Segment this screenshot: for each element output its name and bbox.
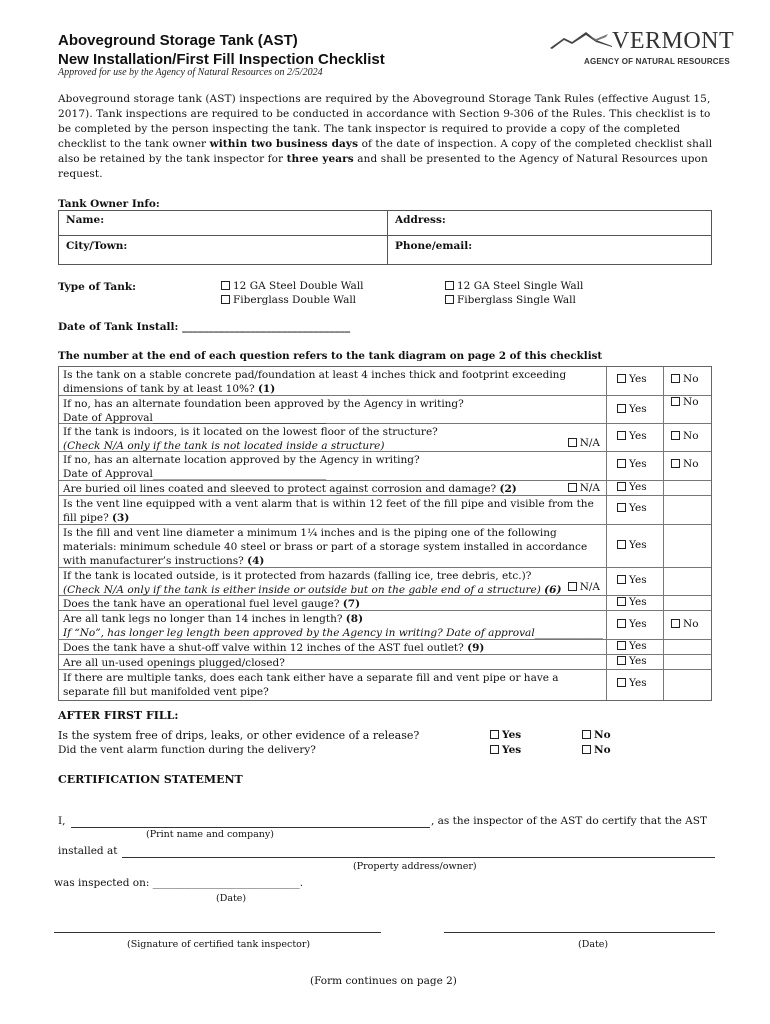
tank-option-steel-single[interactable] [445, 280, 583, 292]
installed-at-label: installed at [58, 845, 118, 857]
question-text: Does the tank have an operational fuel level gauge? [63, 598, 343, 610]
checkbox-icon[interactable] [617, 482, 626, 491]
checkbox-icon[interactable] [671, 397, 680, 406]
inspector-name-field[interactable] [71, 827, 430, 828]
checkbox-icon[interactable] [617, 503, 626, 512]
yes-option[interactable] [617, 655, 647, 667]
title-line-2: New Installation/First Fill Inspection Checklist [58, 51, 385, 68]
cert-line-suffix: , as the inspector of the AST do certify that the AST [431, 815, 707, 827]
checkbox-icon[interactable] [671, 459, 680, 468]
question-row [59, 568, 711, 596]
question-text: Does the tank have a shut-off valve within 12 inches of the AST fuel outlet? [63, 642, 468, 654]
tank-option-label: Fiberglass Double Wall [233, 294, 357, 306]
no-option[interactable] [671, 458, 699, 470]
question-text: If there are multiple tanks, does each tank either have a separate fill and vent pipe or have a separate fill but manifolded vent pipe? [63, 672, 559, 698]
caption-date: (Date) [216, 893, 247, 904]
question-text: If the tank is indoors, is it located on the lowest floor of the structure? [63, 426, 438, 438]
tank-option-steel-double[interactable] [221, 280, 364, 292]
yes-label: Yes [629, 640, 647, 652]
yes-option[interactable] [617, 481, 647, 493]
question-text: Are buried oil lines coated and sleeved to protect against corrosion and damage? [63, 483, 500, 495]
checklist-heading: The number at the end of each question refers to the tank diagram on page 2 of this checklist [58, 350, 603, 362]
tank-option-label: 12 GA Steel Double Wall [233, 280, 364, 292]
no-option[interactable] [671, 373, 699, 385]
checkbox-icon[interactable] [617, 459, 626, 468]
checkbox-icon[interactable] [490, 745, 499, 754]
checkbox-icon[interactable] [445, 295, 454, 304]
na-option[interactable] [568, 580, 600, 594]
checkbox-icon[interactable] [617, 404, 626, 413]
question-note[interactable]: If “No”, has longer leg length been approved by the Agency in writing? Date of approval_____________ [63, 627, 603, 639]
yes-label: Yes [629, 539, 647, 551]
after-fill-yes-1[interactable] [490, 729, 521, 741]
vermont-anr-logo [550, 28, 735, 70]
na-option[interactable] [568, 481, 600, 495]
question-text: Is the tank on a stable concrete pad/foundation at least 4 inches thick and footprint exceeding dimensions of tank by at least 10%? [63, 369, 567, 395]
diagram-ref: (4) [247, 555, 265, 567]
question-text: Is the fill and vent line diameter a minimum 1¼ inches and is the piping one of the following materials: minimum schedule 40 steel or brass or part of a storage system installed in accordance with manufacturer’s instructions? [63, 527, 588, 567]
install-date-label: Date of Tank Install: ________________________________ [58, 321, 351, 333]
cert-line-prefix: I, [58, 815, 66, 827]
question-text: Is the vent line equipped with a vent alarm that is within 12 feet of the fill pipe and visible from the fill pipe? [63, 498, 594, 524]
yes-option[interactable] [617, 596, 647, 608]
tank-option-label: Fiberglass Single Wall [457, 294, 576, 306]
yes-label: Yes [502, 744, 522, 756]
yes-label: Yes [629, 596, 647, 608]
diagram-ref: (6) [544, 584, 562, 596]
no-label: No [594, 729, 611, 741]
question-row [59, 481, 711, 496]
diagram-ref: (1) [257, 383, 276, 395]
question-note: (Check N/A only if the tank is either inside or outside but on the gable end of a structure) [63, 584, 545, 596]
question-text: If the tank is located outside, is it protected from hazards (falling ice, tree debris, etc.)? [63, 570, 532, 582]
certification-heading: CERTIFICATION STATEMENT [58, 773, 243, 786]
question-row [59, 611, 711, 640]
question-text: If no, has an alternate location approved by the Agency in writing? [63, 454, 420, 466]
checkbox-icon[interactable] [671, 619, 680, 628]
name-field[interactable]: Name: [66, 214, 105, 226]
yes-label: Yes [629, 502, 647, 514]
checkbox-icon[interactable] [445, 281, 454, 290]
no-option[interactable] [671, 430, 699, 442]
inspected-on-field[interactable]: was inspected on: ____________________________. [54, 877, 304, 889]
intro-text-3: and shall be presented to the Agency of Natural Resources upon request. [58, 153, 708, 180]
city-field[interactable]: City/Town: [66, 240, 128, 252]
intro-bold-2: three years [286, 153, 354, 165]
yes-option[interactable] [617, 677, 647, 689]
diagram-ref: (7) [342, 598, 361, 610]
install-date-field[interactable] [58, 321, 350, 333]
address-field[interactable]: Address: [395, 214, 446, 226]
caption-signature: (Signature of certified tank inspector) [127, 939, 311, 950]
form-continues-note: (Form continues on page 2) [310, 975, 457, 987]
yes-label: Yes [629, 430, 647, 442]
no-label: No [594, 744, 611, 756]
after-fill-heading: AFTER FIRST FILL: [58, 709, 179, 722]
yes-option[interactable] [617, 539, 647, 551]
yes-label: Yes [629, 373, 647, 385]
caption-property: (Property address/owner) [353, 861, 477, 872]
na-label: N/A [579, 482, 600, 494]
form-title [58, 31, 385, 69]
question-row [59, 655, 711, 670]
yes-option[interactable] [617, 403, 647, 415]
checkbox-icon[interactable] [568, 438, 577, 447]
checkbox-icon[interactable] [617, 619, 626, 628]
na-label: N/A [579, 437, 600, 449]
question-row [59, 640, 711, 655]
no-option[interactable] [671, 396, 699, 408]
question-row [59, 452, 711, 481]
question-row [59, 596, 711, 611]
yes-label: Yes [629, 458, 647, 470]
yes-option[interactable] [617, 640, 647, 652]
after-fill-question-2: Did the vent alarm function during the delivery? [58, 744, 316, 756]
checkbox-icon[interactable] [617, 641, 626, 650]
logo-agency-name: AGENCY OF NATURAL RESOURCES [584, 57, 730, 66]
yes-label: Yes [629, 574, 647, 586]
checkbox-icon[interactable] [617, 374, 626, 383]
property-address-field[interactable] [122, 857, 715, 858]
yes-label: Yes [629, 677, 647, 689]
checkbox-icon[interactable] [617, 597, 626, 606]
na-label: N/A [579, 581, 600, 593]
checkbox-icon[interactable] [617, 575, 626, 584]
question-note: (Check N/A only if the tank is not located inside a structure) [63, 440, 385, 452]
no-label: No [683, 618, 699, 630]
question-row [59, 670, 711, 700]
yes-option[interactable] [617, 458, 647, 470]
checkbox-icon[interactable] [568, 582, 577, 591]
owner-section-label: Tank Owner Info: [58, 198, 160, 210]
checkbox-icon[interactable] [221, 295, 230, 304]
intro-text-2: of the date of inspection. A copy of the completed checklist shall also be retained by the tank inspector for [58, 138, 713, 165]
caption-date-2: (Date) [578, 939, 609, 950]
question-row [59, 396, 711, 424]
logo-wordmark: VERMONT [612, 28, 735, 54]
approval-date-field[interactable]: Date of Approval_________________________________ [63, 412, 327, 424]
signature-date-field[interactable] [444, 932, 715, 933]
tank-option-fiberglass-double[interactable] [221, 294, 356, 306]
no-label: No [683, 373, 699, 385]
after-fill-yes-2[interactable] [490, 744, 521, 756]
no-label: No [683, 430, 699, 442]
title-line-1: Aboveground Storage Tank (AST) [58, 32, 298, 49]
intro-paragraph [58, 92, 714, 182]
mountain-icon [550, 30, 612, 50]
yes-label: Yes [629, 403, 647, 415]
after-fill-no-1[interactable] [582, 729, 611, 741]
checkbox-icon[interactable] [582, 745, 591, 754]
no-option[interactable] [671, 618, 699, 630]
yes-label: Yes [629, 481, 647, 493]
yes-option[interactable] [617, 618, 647, 630]
checkbox-icon[interactable] [568, 483, 577, 492]
question-row [59, 525, 711, 568]
owner-info-box [58, 210, 712, 265]
yes-label: Yes [629, 655, 647, 667]
after-fill-no-2[interactable] [582, 744, 611, 756]
question-row [59, 367, 711, 396]
signature-field[interactable] [54, 932, 381, 933]
checkbox-icon[interactable] [617, 656, 626, 665]
yes-label: Yes [629, 618, 647, 630]
yes-option[interactable] [617, 502, 647, 514]
question-text: If no, has an alternate foundation been approved by the Agency in writing? [63, 398, 464, 410]
question-text: Are all tank legs no longer than 14 inches in length? [63, 613, 346, 625]
no-label: No [683, 458, 699, 470]
checkbox-icon[interactable] [617, 431, 626, 440]
checkbox-icon[interactable] [221, 281, 230, 290]
diagram-ref: (8) [345, 613, 364, 625]
diagram-ref: (2) [499, 483, 517, 495]
na-option[interactable] [568, 436, 600, 450]
yes-option[interactable] [617, 574, 647, 586]
checklist-table [58, 366, 712, 701]
intro-text-1: Aboveground storage tank (AST) inspections are required by the Aboveground Storage Tank Rules (effective August 15, 2017). Tank inspections are required to be conducted in accordance with Section 9-306 of the Rules. This checklist is to be completed by the person inspecting the tank. The tank inspector is required to provide a copy of the completed checklist to the tank owner [58, 93, 711, 150]
phone-email-field[interactable]: Phone/email: [395, 240, 473, 252]
diagram-ref: (9) [467, 642, 485, 654]
yes-option[interactable] [617, 373, 647, 385]
checkbox-icon[interactable] [582, 730, 591, 739]
question-row [59, 424, 711, 452]
intro-bold-1: within two business days [209, 138, 359, 150]
caption-print-name: (Print name and company) [146, 829, 274, 840]
tank-option-fiberglass-single[interactable] [445, 294, 576, 306]
question-row [59, 496, 711, 525]
checkbox-icon[interactable] [671, 431, 680, 440]
tank-option-label: 12 GA Steel Single Wall [457, 280, 584, 292]
tank-type-label: Type of Tank: [58, 281, 137, 293]
question-text: Are all un-used openings plugged/closed? [63, 657, 285, 669]
after-fill-question-1: Is the system free of drips, leaks, or other evidence of a release? [58, 729, 420, 742]
yes-option[interactable] [617, 430, 647, 442]
no-label: No [683, 396, 699, 408]
checkbox-icon[interactable] [490, 730, 499, 739]
checkbox-icon[interactable] [617, 678, 626, 687]
checkbox-icon[interactable] [617, 540, 626, 549]
yes-label: Yes [502, 729, 522, 741]
approval-date-field[interactable]: Date of Approval_________________________________ [63, 468, 327, 480]
approval-note: Approved for use by the Agency of Natural Resources on 2/5/2024 [58, 67, 323, 78]
diagram-ref: (3) [112, 512, 130, 524]
checkbox-icon[interactable] [671, 374, 680, 383]
